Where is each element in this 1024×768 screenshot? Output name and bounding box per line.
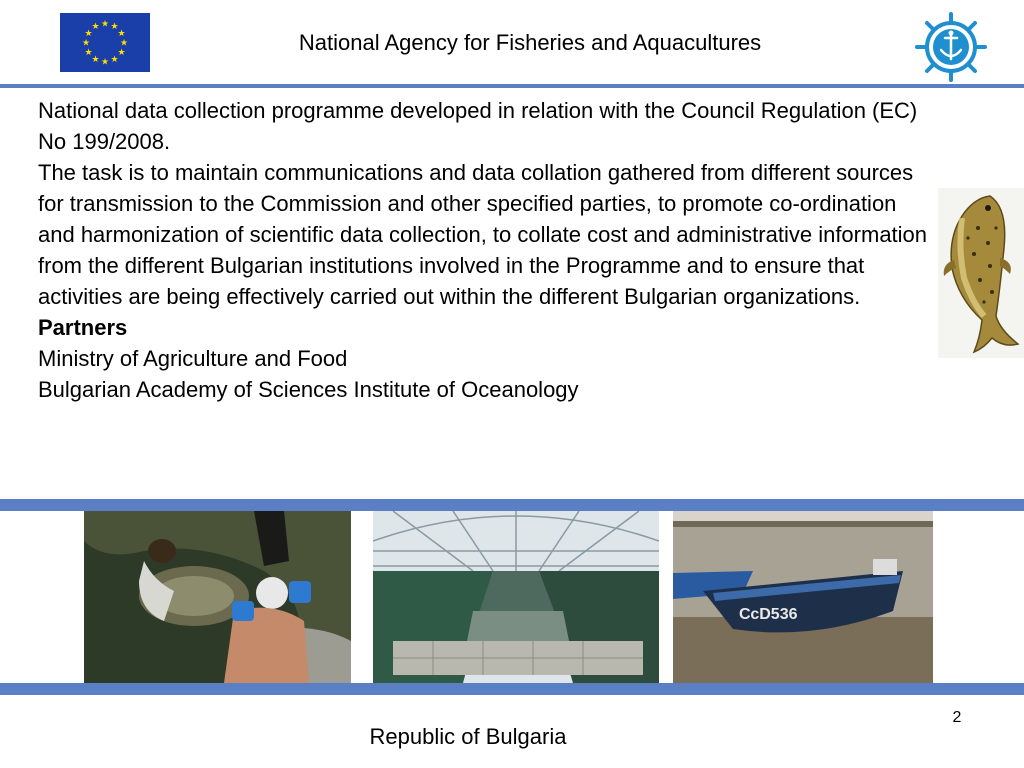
eu-star-icon: ★ (84, 29, 93, 39)
eu-star-icon: ★ (84, 48, 93, 58)
photo-band-bottom (0, 683, 1024, 695)
intro-paragraph: National data collection programme developed in relation with the Council Regulation (EC) No 199/2008. (38, 98, 918, 154)
content (38, 95, 938, 405)
eu-star-icon: ★ (81, 38, 91, 49)
ship-wheel-anchor-icon (913, 12, 989, 82)
header-title: National Agency for Fisheries and Aquacultures (298, 30, 762, 55)
photo-band-top (0, 499, 1024, 511)
eu-star-icon: ★ (117, 29, 126, 39)
eu-star-icon: ★ (110, 55, 119, 65)
boat-registration-label: СсD536 (739, 606, 798, 623)
partners-heading: Partners (38, 315, 128, 340)
partner-item: Bulgarian Academy of Sciences Institute of Oceanology (38, 377, 579, 402)
aquaculture-greenhouse-photo (373, 511, 659, 683)
partner-item: Ministry of Agriculture and Food (38, 346, 348, 371)
eu-star-icon: ★ (110, 22, 119, 32)
trout-icon (938, 188, 1024, 358)
river-boats-photo (673, 511, 933, 683)
page-number: 2 (952, 709, 962, 726)
eu-flag-icon (60, 13, 150, 72)
eu-star-icon: ★ (117, 48, 126, 58)
eu-star-icon: ★ (91, 22, 100, 32)
eu-star-icon: ★ (119, 38, 129, 49)
task-paragraph: The task is to maintain communications and data collation gathered from different sources for transmission to the Commission and other specified parties, to promote co-ordination and harmonization of scientific data collection, to collate cost and administrative information from the different Bulgarian institutions involved in the Programme and to ensure that activities are being effectively carried out within the different Bulgarian organizations. (38, 160, 928, 309)
eu-star-icon: ★ (100, 19, 110, 30)
header-divider (0, 84, 1024, 88)
eu-star-icon: ★ (91, 55, 100, 65)
footer-country: Republic of Bulgaria (369, 724, 567, 749)
fishermen-photo (84, 511, 351, 683)
eu-star-icon: ★ (100, 57, 110, 68)
